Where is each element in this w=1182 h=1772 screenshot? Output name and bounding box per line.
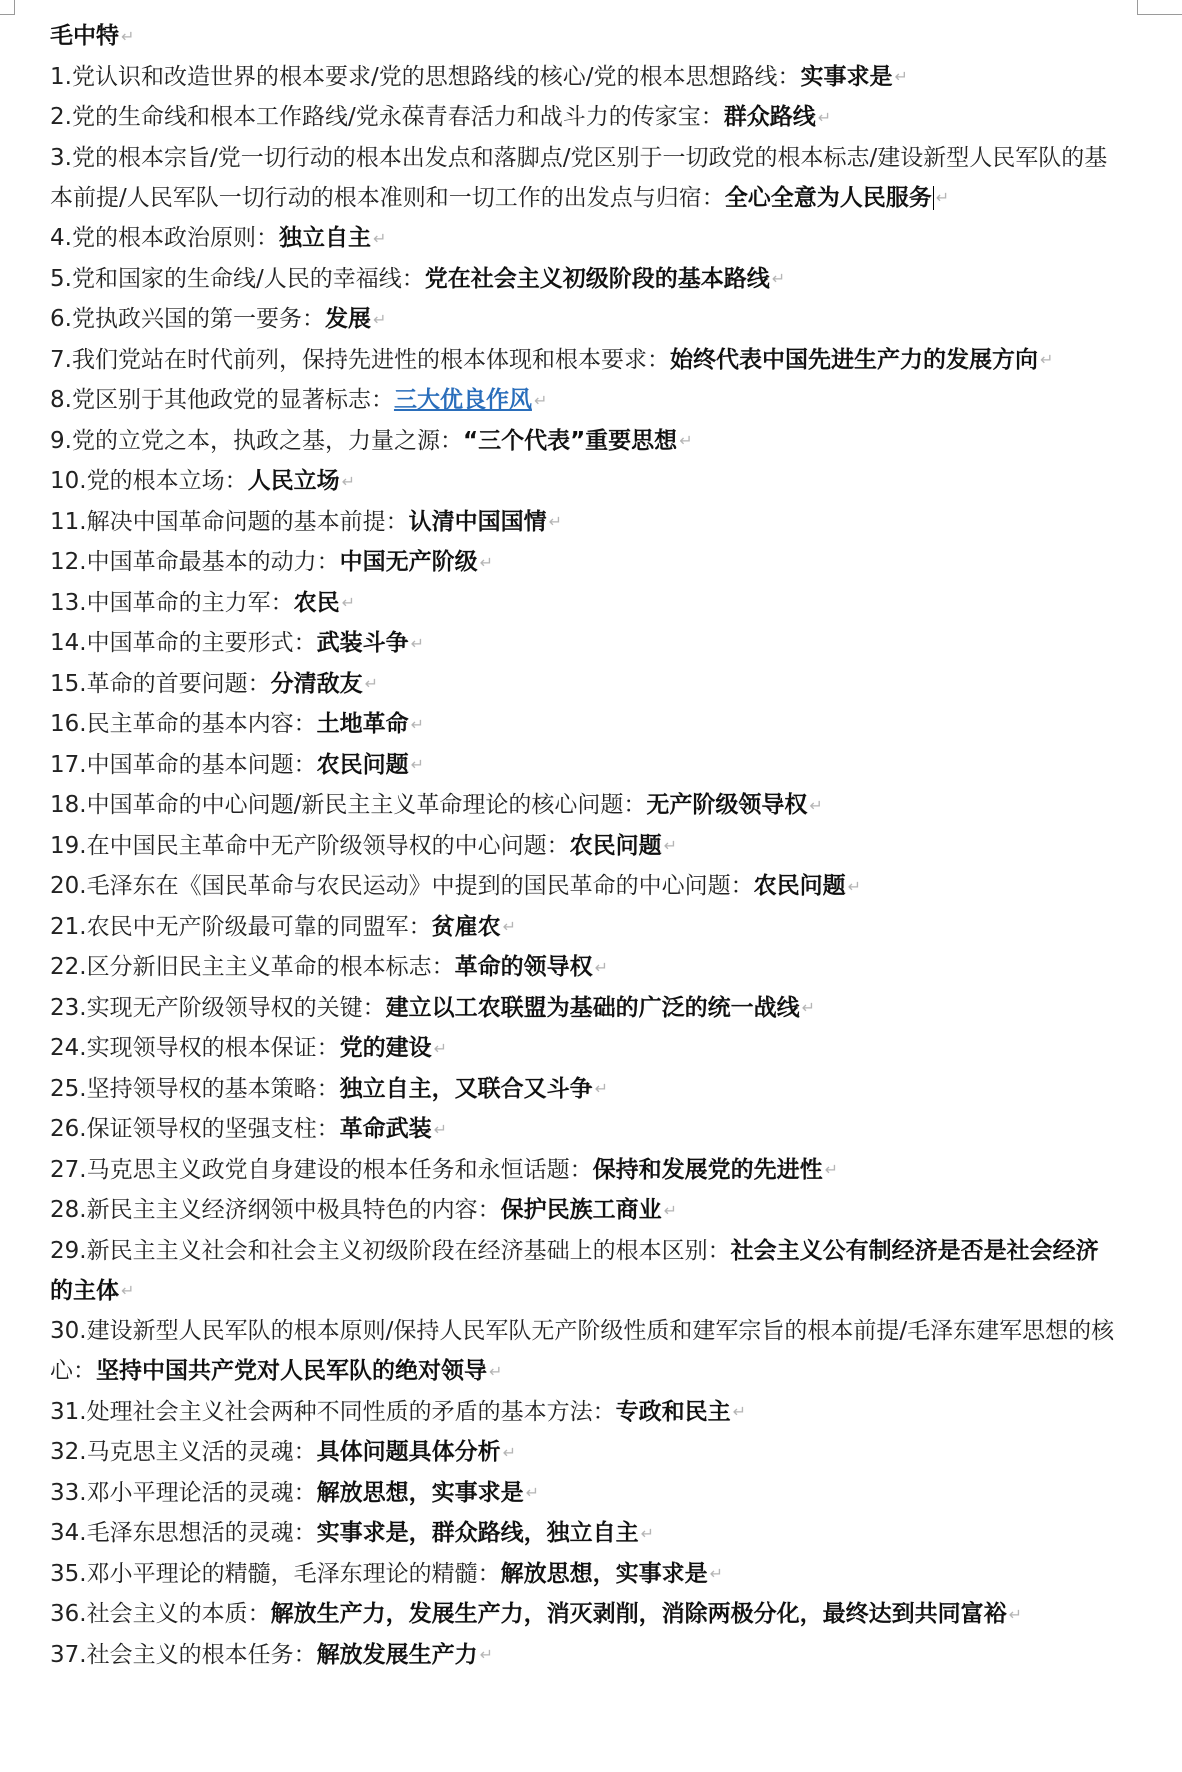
paragraph-mark: ↵ xyxy=(1008,1604,1022,1624)
answer-text: 农民问题 xyxy=(753,873,846,899)
document-page[interactable] xyxy=(50,16,1120,1675)
answer-text: 社会主义公有制经济是否是社会经济的主体 xyxy=(50,1237,1099,1304)
answer-text: 人民立场 xyxy=(247,468,340,494)
paragraph-mark: ↵ xyxy=(502,917,516,936)
answer-text: 认清中国国情 xyxy=(408,508,547,535)
answer-text: 武装斗争 xyxy=(316,630,409,656)
list-item[interactable] xyxy=(50,421,1120,462)
answer-text: 党的建设 xyxy=(339,1035,432,1061)
paragraph-mark: ↵ xyxy=(594,957,608,977)
question-text: 33.邓小平理论活的灵魂： xyxy=(50,1479,317,1506)
paragraph-mark: ↵ xyxy=(525,1483,539,1502)
list-item[interactable] xyxy=(50,1594,1120,1635)
question-text: 11.解决中国革命问题的基本前提： xyxy=(50,508,409,535)
list-item[interactable] xyxy=(50,299,1120,340)
paragraph-mark: ↵ xyxy=(372,309,387,329)
answer-text: 解放思想，实事求是 xyxy=(316,1479,524,1506)
paragraph-mark: ↵ xyxy=(479,552,493,572)
question-text: 7.我们党站在时代前列，保持先进性的根本体现和根本要求： xyxy=(50,346,670,373)
list-item[interactable] xyxy=(50,1109,1120,1150)
question-text: 36.社会主义的本质： xyxy=(50,1601,271,1627)
answer-text: 始终代表中国先进生产力的发展方向 xyxy=(669,346,1038,373)
paragraph-mark: ↵ xyxy=(894,67,908,86)
answer-text: 解放生产力，发展生产力，消灭剥削，消除两极分化，最终达到共同富裕 xyxy=(270,1601,1007,1627)
question-text: 8.党区别于其他政党的显著标志： xyxy=(50,387,394,413)
question-text: 21.农民中无产阶级最可靠的同盟军： xyxy=(50,913,432,940)
paragraph-mark: ↵ xyxy=(121,1281,135,1300)
paragraph-mark: ↵ xyxy=(410,633,424,653)
list-item[interactable] xyxy=(50,380,1120,421)
question-text: 19.在中国民主革命中无产阶级领导权的中心问题： xyxy=(50,832,570,859)
question-text: 16.民主革命的基本内容： xyxy=(50,711,317,737)
list-item[interactable] xyxy=(50,1190,1120,1231)
paragraph-mark: ↵ xyxy=(433,1119,447,1139)
list-item[interactable] xyxy=(50,1554,1120,1595)
question-text: 34.毛泽东思想活的灵魂： xyxy=(50,1520,317,1546)
question-text: 31.处理社会主义社会两种不同性质的矛盾的基本方法： xyxy=(50,1398,616,1425)
answer-text: 实事求是 xyxy=(800,63,893,90)
paragraph-mark: ↵ xyxy=(533,390,548,410)
list-item[interactable] xyxy=(50,826,1120,867)
question-text: 29.新民主主义社会和社会主义初级阶段在经济基础上的根本区别： xyxy=(50,1237,731,1264)
answer-text: 农民问题 xyxy=(316,751,409,778)
document-title: 毛中特 xyxy=(50,23,119,49)
list-item[interactable] xyxy=(50,1150,1120,1191)
paragraph-mark: ↵ xyxy=(709,1564,723,1583)
answer-text: 全心全意为人民服务 xyxy=(724,184,932,211)
list-item[interactable] xyxy=(50,502,1120,543)
paragraph-mark: ↵ xyxy=(732,1402,746,1421)
answer-text: 发展 xyxy=(324,306,371,332)
list-item[interactable] xyxy=(50,542,1120,583)
answer-text: 革命武装 xyxy=(339,1116,432,1142)
paragraph-mark: ↵ xyxy=(801,998,815,1017)
question-text: 18.中国革命的中心问题/新民主主义革命理论的核心问题： xyxy=(50,792,647,818)
paragraph-mark: ↵ xyxy=(771,269,786,288)
document-title-line[interactable] xyxy=(50,16,1120,57)
question-text: 35.邓小平理论的精髓，毛泽东理论的精髓： xyxy=(50,1560,501,1587)
page-corner-mark-top-left xyxy=(0,0,15,15)
list-item[interactable] xyxy=(50,866,1120,907)
paragraph-mark: ↵ xyxy=(663,836,677,855)
question-text: 22.区分新旧民主主义革命的根本标志： xyxy=(50,954,455,980)
list-item[interactable] xyxy=(50,340,1120,381)
question-text: 14.中国革命的主要形式： xyxy=(50,630,317,656)
paragraph-mark: ↵ xyxy=(817,107,832,127)
list-item[interactable] xyxy=(50,138,1120,219)
question-text: 30.建设新型人民军队的根本原则/保持人民军队无产阶级性质和建军宗旨的根本前提/毛泽东建军思想的核心： xyxy=(50,1318,1115,1384)
paragraph-mark: ↵ xyxy=(1039,350,1054,369)
answer-text: 解放发展生产力 xyxy=(316,1641,478,1668)
answer-text: 群众路线 xyxy=(723,104,816,130)
question-text: 28.新民主主义经济纲领中极具特色的内容： xyxy=(50,1197,501,1223)
paragraph-mark: ↵ xyxy=(824,1160,838,1179)
list-item[interactable] xyxy=(50,947,1120,988)
question-text: 15.革命的首要问题： xyxy=(50,670,271,697)
list-item[interactable] xyxy=(50,97,1120,138)
answer-text: 坚持中国共产党对人民军队的绝对领导 xyxy=(96,1358,487,1384)
paragraph-mark: ↵ xyxy=(594,1079,608,1098)
list-item[interactable] xyxy=(50,664,1120,705)
answer-text: 党在社会主义初级阶段的基本路线 xyxy=(424,265,770,292)
answer-text: 农民 xyxy=(293,589,340,616)
list-item[interactable] xyxy=(50,1311,1120,1392)
page-corner-mark-top-right xyxy=(1137,0,1182,15)
answer-text: 解放思想，实事求是 xyxy=(500,1560,708,1587)
answer-text: 无产阶级领导权 xyxy=(646,792,808,818)
list-item[interactable] xyxy=(50,1069,1120,1110)
paragraph-mark: ↵ xyxy=(479,1645,493,1664)
list-item[interactable] xyxy=(50,1392,1120,1433)
list-item[interactable] xyxy=(50,259,1120,300)
answer-text: 具体问题具体分析 xyxy=(316,1439,501,1465)
paragraph-mark: ↵ xyxy=(502,1442,516,1462)
paragraph-mark: ↵ xyxy=(433,1038,447,1058)
question-text: 26.保证领导权的坚强支柱： xyxy=(50,1116,340,1142)
question-text: 23.实现无产阶级领导权的关键： xyxy=(50,994,386,1021)
answer-text: 分清敌友 xyxy=(270,670,363,697)
paragraph-mark: ↵ xyxy=(663,1200,677,1220)
paragraph-mark: ↵ xyxy=(341,471,355,491)
answer-text: 贫雇农 xyxy=(431,913,501,940)
paragraph-mark: ↵ xyxy=(640,1523,654,1543)
paragraph-mark: ↵ xyxy=(548,512,562,531)
question-text: 4.党的根本政治原则： xyxy=(50,225,279,251)
paragraph-mark: ↵ xyxy=(121,26,135,46)
list-item[interactable] xyxy=(50,988,1120,1029)
question-text: 2.党的生命线和根本工作路线/党永葆青春活力和战斗力的传家宝： xyxy=(50,104,724,130)
paragraph-mark: ↵ xyxy=(410,714,424,734)
paragraph-mark: ↵ xyxy=(679,431,693,450)
list-item[interactable] xyxy=(50,218,1120,259)
answer-text: 革命的领导权 xyxy=(454,954,593,980)
list-item[interactable] xyxy=(50,1513,1120,1554)
list-item[interactable] xyxy=(50,1028,1120,1069)
list-item[interactable] xyxy=(50,704,1120,745)
list-item[interactable] xyxy=(50,1432,1120,1473)
list-item[interactable] xyxy=(50,1231,1120,1312)
paragraph-mark: ↵ xyxy=(847,876,861,896)
question-text: 12.中国革命最基本的动力： xyxy=(50,549,340,575)
question-text: 1.党认识和改造世界的根本要求/党的思想路线的核心/党的根本思想路线： xyxy=(50,63,801,90)
list-item[interactable] xyxy=(50,57,1120,98)
paragraph-mark: ↵ xyxy=(489,1361,503,1381)
answer-text: 独立自主，又联合又斗争 xyxy=(339,1075,593,1102)
question-text: 24.实现领导权的根本保证： xyxy=(50,1035,340,1061)
list-item[interactable] xyxy=(50,1635,1120,1676)
list-item[interactable] xyxy=(50,623,1120,664)
question-text: 6.党执政兴国的第一要务： xyxy=(50,306,325,332)
answer-text: 农民问题 xyxy=(569,832,662,859)
answer-text: “三个代表”重要思想 xyxy=(462,427,678,454)
list-item[interactable] xyxy=(50,785,1120,826)
list-item[interactable] xyxy=(50,745,1120,786)
question-text: 20.毛泽东在《国民革命与农民运动》中提到的国民革命的中心问题： xyxy=(50,873,754,899)
paragraph-mark: ↵ xyxy=(341,593,355,612)
paragraph-mark: ↵ xyxy=(372,228,387,248)
question-text: 9.党的立党之本，执政之基，力量之源： xyxy=(50,427,463,454)
list-item[interactable] xyxy=(50,907,1120,948)
answer-text: 中国无产阶级 xyxy=(339,549,478,575)
question-text: 32.马克思主义活的灵魂： xyxy=(50,1439,317,1465)
question-text: 5.党和国家的生命线/人民的幸福线： xyxy=(50,265,425,292)
paragraph-mark: ↵ xyxy=(410,755,424,774)
question-text: 25.坚持领导权的基本策略： xyxy=(50,1075,340,1102)
answer-text: 独立自主 xyxy=(278,225,371,251)
answer-text: 专政和民主 xyxy=(615,1398,731,1425)
list-item[interactable] xyxy=(50,461,1120,502)
answer-text: 建立以工农联盟为基础的广泛的统一战线 xyxy=(385,994,800,1021)
list-item[interactable] xyxy=(50,583,1120,624)
answer-link[interactable]: 三大优良作风 xyxy=(393,387,532,413)
answer-text: 土地革命 xyxy=(316,711,409,737)
answer-text: 保持和发展党的先进性 xyxy=(592,1156,823,1183)
question-text: 37.社会主义的根本任务： xyxy=(50,1641,317,1668)
list-item[interactable] xyxy=(50,1473,1120,1514)
question-text: 3.党的根本宗旨/党一切行动的根本出发点和落脚点/党区别于一切政党的根本标志/建设新型人民军队的基本前提/人民军队一切行动的根本准则和一切工作的出发点与归宿： xyxy=(50,144,1108,211)
text-cursor xyxy=(933,186,934,210)
question-text: 17.中国革命的基本问题： xyxy=(50,751,317,778)
paragraph-mark: ↵ xyxy=(809,795,823,815)
question-text: 27.马克思主义政党自身建设的根本任务和永恒话题： xyxy=(50,1156,593,1183)
answer-text: 保护民族工商业 xyxy=(500,1197,662,1223)
question-list xyxy=(50,57,1120,1676)
paragraph-mark: ↵ xyxy=(364,674,378,693)
question-text: 13.中国革命的主力军： xyxy=(50,589,294,616)
question-text: 10.党的根本立场： xyxy=(50,468,248,494)
answer-text: 实事求是，群众路线，独立自主 xyxy=(316,1520,639,1546)
paragraph-mark: ↵ xyxy=(935,188,950,207)
